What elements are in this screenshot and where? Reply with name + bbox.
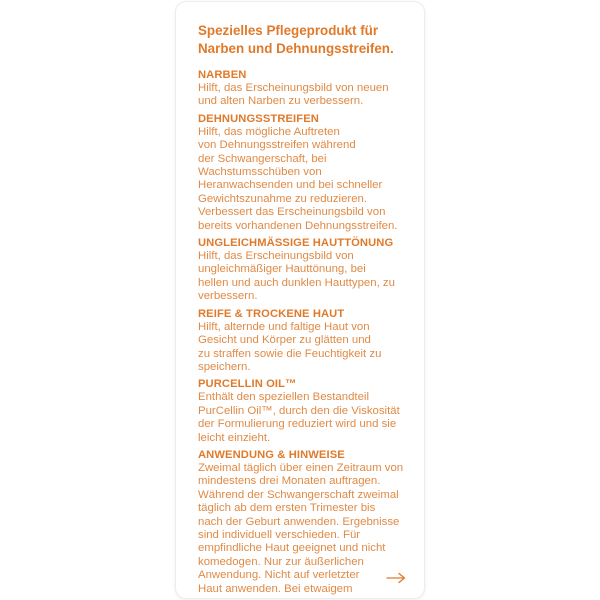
section-body: Enthält den speziellen Bestandteil PurCellin Oil™, durch den die Viskosität der Formulierung reduziert wird und sie leicht einzieht.: [198, 391, 400, 444]
section-body: Hilft, das Erscheinungsbild von ungleichmäßiger Hauttönung, bei hellen und auch dunklen Hauttypen, zu verbessern.: [198, 250, 395, 303]
section-anwendung: [198, 449, 408, 596]
product-info-card: [176, 2, 424, 598]
section-body: Hilft, das Erscheinungsbild von neuen und alten Narben zu verbessern.: [198, 82, 389, 108]
section-purcellin-oil: [198, 378, 408, 445]
section-heading: ANWENDUNG & HINWEISE: [198, 448, 345, 461]
section-hauttoenung: [198, 237, 408, 304]
card-title: Spezielles Pflegeprodukt für Narben und Dehnungsstreifen.: [198, 23, 394, 56]
section-heading: DEHNUNGSSTREIFEN: [198, 112, 319, 125]
section-heading: PURCELLIN OIL™: [198, 378, 297, 391]
section-body: Hilft, alternde und faltige Haut von Gesicht und Körper zu glätten und zu straffen sowie die Feuchtigkeit zu speichern.: [198, 320, 382, 373]
section-heading: UNGLEICHMÄSSIGE HAUTTÖNUNG: [198, 237, 394, 250]
section-heading: REIFE & TROCKENE HAUT: [198, 307, 345, 320]
arrow-right-icon[interactable]: [386, 572, 406, 584]
section-reife-haut: [198, 308, 408, 375]
section-narben: [198, 69, 408, 109]
section-body: Hilft, das mögliche Auftreten von Dehnungsstreifen während der Schwangerschaft, bei Wachstumsschüben von Heranwachsenden und bei schneller Gewichtszunahme zu reduzieren. Verbessert das Erscheinungsbild von bereits vorhandenen Dehnungsstreifen.: [198, 125, 398, 232]
section-body: Zweimal täglich über einen Zeitraum von mindestens drei Monaten auftragen. Während der Schwangerschaft zweimal täglich ab dem ersten Trimester bis nach der Geburt anwenden. Ergebnisse sind individuell verschieden. Für empfindliche Haut geeignet und nicht komedogen. Nur zur äußerlichen Anwendung. Nicht auf verletzter Haut anwenden. Bei etwaigem: [198, 461, 404, 595]
section-heading: NARBEN: [198, 69, 247, 81]
section-dehnungsstreifen: [198, 113, 408, 233]
